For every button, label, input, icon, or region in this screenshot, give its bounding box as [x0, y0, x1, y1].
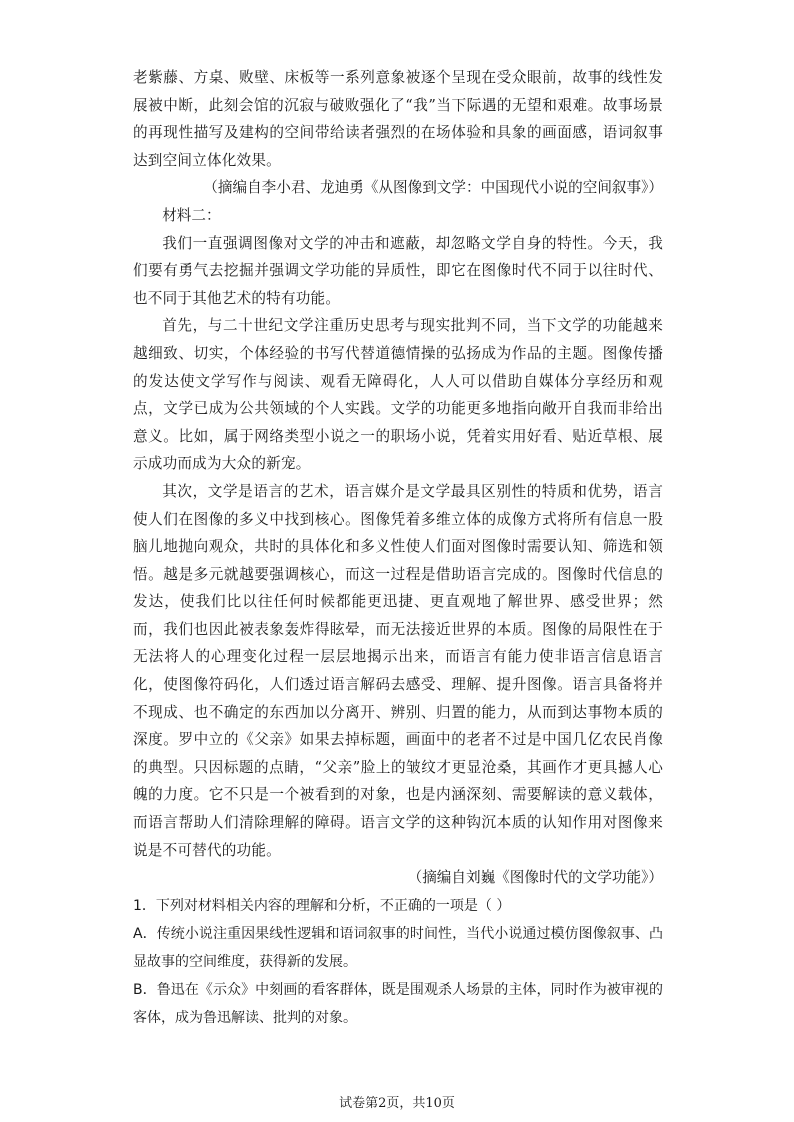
material1-tail-paragraph: 老紫藤、方桌、败壁、床板等一系列意象被逐个呈现在受众眼前，故事的线性发展被中断，此刻会馆的沉寂与破败强化了“我”当下际遇的无望和艰难。故事场景的再现性描写及建构的空间带给读者强烈的在场体验和具象的画面感，语词叙事达到空间立体化效果。	[133, 69, 663, 169]
material2-paragraph-1: 我们一直强调图像对文学的冲击和遮蔽，却忽略文学自身的特性。今天，我们要有勇气去挖掘并强调文学功能的异质性，即它在图像时代不同于以往时代、也不同于其他艺术的特有功能。	[133, 234, 663, 307]
material2-paragraph-3: 其次，文学是语言的艺术，语言媒介是文学最具区别性的特质和优势，语言使人们在图像的多义中找到核心。图像凭着多维立体的成像方式将所有信息一股脑儿地抛向观众，共时的具体化和多义性使人们面对图像时需要认知、筛选和领悟。越是多元就越要强调核心，而这一过程是借助语言完成的。图像时代信息的发达，使我们比以往任何时候都能更迅捷、更直观地了解世界、感受世界；然而，我们也因此被表象轰炸得眩晕，而无法接近世界的本质。图像的局限性在于无法将人的心理变化过程一层层地揭示出来，而语言有能力使非语言信息语言化，使图像符码化，人们透过语言解码去感受、理解、提升图像。语言具备将并不现成、也不确定的东西加以分离开、辨别、归置的能力，从而到达事物本质的深度。罗中立的《父亲》如果去掉标题，画面中的老者不过是中国几亿农民肖像的典型。只因标题的点睛，“父亲”脸上的皱纹才更显沧桑，其画作才更具撼人心魄的力度。它不只是一个被看到的对象，也是内涵深刻、需要解读的意义载体，而语言帮助人们清除理解的障碍。语言文学的这种钩沉本质的认知作用对图像来说是不可替代的功能。	[133, 482, 663, 859]
material2-label: 材料二：	[162, 206, 221, 224]
question-1-option-b: B．鲁迅在《示众》中刻画的看客群体，既是围观杀人场景的主体，同时作为被审视的客体，成为鲁迅解读、批判的对象。	[133, 981, 663, 1026]
material2-source: （摘编自刘巍《图像时代的文学功能》）	[407, 869, 663, 887]
page-footer: 试卷第2页，共10页	[339, 1096, 455, 1111]
page-content	[133, 64, 663, 1032]
material2-paragraph-2: 首先，与二十世纪文学注重历史思考与现实批判不同，当下文学的功能越来越细致、切实，个体经验的书写代替道德情操的弘扬成为作品的主题。图像传播的发达使文学写作与阅读、观看无障碍化，人人可以借助自媒体分享经历和观点，文学已成为公共领域的个人实践。文学的功能更多地指向敞开自我而非给出意义。比如，属于网络类型小说之一的职场小说，凭着实用好看、贴近草根、展示成功而成为大众的新宠。	[133, 317, 663, 473]
question-1-stem: 1．下列对材料相关内容的理解和分析，不正确的一项是（ ）	[133, 897, 511, 914]
question-1-option-a: A．传统小说注重因果线性逻辑和语词叙事的时间性，当代小说通过模仿图像叙事、凸显故事的空间维度，获得新的发展。	[133, 925, 663, 970]
material1-source: （摘编自李小君、龙迪勇《从图像到文学：中国现代小说的空间叙事》）	[203, 179, 663, 197]
